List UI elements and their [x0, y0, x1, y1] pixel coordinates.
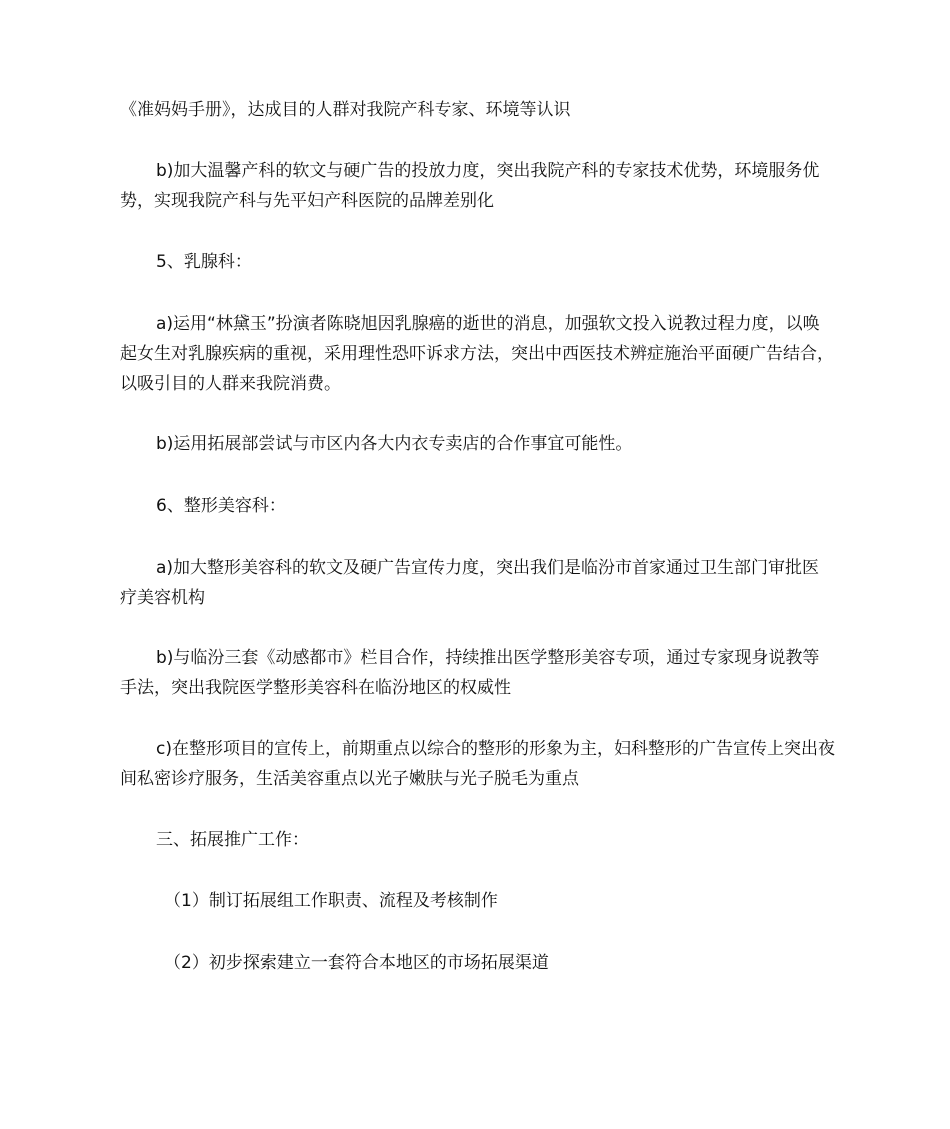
paragraph-plastic-c: c)在整形项目的宣传上，前期重点以综合的整形的形象为主，妇科整形的广告宣传上突出夜间私密诊疗服务，生活美容重点以光子嫩肤与光子脱毛为重点	[120, 739, 835, 789]
paragraph-plastic-b: b)与临汾三套《动感都市》栏目合作，持续推出医学整形美容专项，通过专家现身说教等手法，突出我院医学整形美容科在临汾地区的权威性	[120, 648, 820, 698]
list-item-expansion-2: （2）初步探索建立一套符合本地区的市场拓展渠道	[164, 953, 549, 973]
paragraph-breast-b: b)运用拓展部尝试与市区内各大内衣专卖店的合作事宜可能性。	[156, 434, 633, 454]
paragraph-plastic-a: a)加大整形美容科的软文及硬广告宣传力度，突出我们是临汾市首家通过卫生部门审批医疗美容机构	[120, 558, 820, 608]
heading-plastic-surgery: 6、整形美容科：	[156, 496, 286, 516]
paragraph-breast-a: a)运用“林黛玉”扮演者陈晓旭因乳腺癌的逝世的消息，加强软文投入说教过程力度，以唤起女生对乳腺疾病的重视，采用理性恐吓诉求方法，突出中西医技术辨症施治平面硬广告结合，以吸引目的人群来我院消费。	[120, 314, 834, 394]
heading-expansion-promotion: 三、拓展推广工作：	[156, 830, 309, 850]
paragraph-obstetrics-b: b)加大温馨产科的软文与硬广告的投放力度，突出我院产科的专家技术优势，环境服务优势，实现我院产科与先平妇产科医院的品牌差别化	[120, 161, 820, 211]
list-item-expansion-1: （1）制订拓展组工作职责、流程及考核制作	[164, 891, 498, 911]
paragraph-maternity-handbook: 《准妈妈手册》，达成目的人群对我院产科专家、环境等认识	[120, 100, 571, 120]
heading-breast-department: 5、乳腺科：	[156, 252, 252, 272]
